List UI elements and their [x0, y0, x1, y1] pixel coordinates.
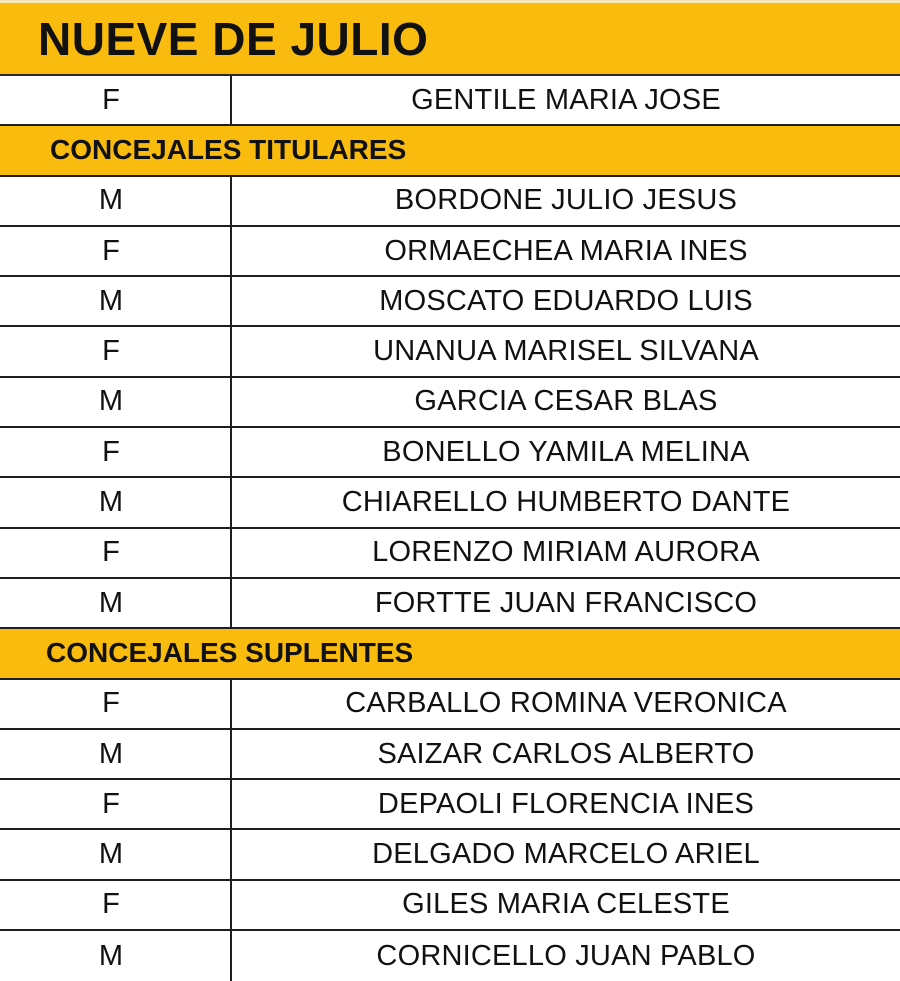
table-row — [0, 327, 900, 377]
gender-cell: F — [0, 881, 232, 929]
name-cell: BONELLO YAMILA MELINA — [382, 435, 750, 468]
table-row — [0, 579, 900, 629]
table-row — [0, 478, 900, 528]
name-cell: DELGADO MARCELO ARIEL — [372, 838, 760, 871]
name-cell: ORMAECHEA MARIA INES — [384, 234, 748, 267]
gender-cell: M — [0, 830, 232, 878]
table-row — [0, 780, 900, 830]
table-row — [0, 76, 900, 126]
table-row — [0, 177, 900, 227]
gender-cell: M — [0, 730, 232, 778]
gender-cell: F — [0, 327, 232, 375]
gender-cell: M — [0, 277, 232, 325]
name-cell: SAIZAR CARLOS ALBERTO — [377, 737, 755, 770]
section-title: CONCEJALES TITULARES — [50, 134, 407, 166]
table-row — [0, 931, 900, 981]
name-cell: CARBALLO ROMINA VERONICA — [345, 687, 787, 720]
table-row — [0, 428, 900, 478]
table-row — [0, 529, 900, 579]
gender-cell: F — [0, 76, 232, 124]
name-cell: GARCIA CESAR BLAS — [414, 385, 718, 418]
table-row — [0, 227, 900, 277]
gender-cell: F — [0, 428, 232, 476]
gender-cell: F — [0, 227, 232, 275]
gender-cell: M — [0, 378, 232, 426]
table-row — [0, 277, 900, 327]
section-header-suplentes — [0, 629, 900, 679]
gender-cell: F — [0, 529, 232, 577]
name-cell: DEPAOLI FLORENCIA INES — [377, 787, 755, 820]
gender-cell: M — [0, 931, 232, 981]
name-cell: GILES MARIA CELESTE — [402, 888, 730, 921]
name-cell: MOSCATO EDUARDO LUIS — [379, 284, 753, 317]
section-header-titulares — [0, 126, 900, 176]
table-row — [0, 378, 900, 428]
name-cell: GENTILE MARIA JOSE — [411, 83, 721, 116]
title-bar — [0, 0, 900, 76]
table-row — [0, 881, 900, 931]
table-row — [0, 730, 900, 780]
section-title: CONCEJALES SUPLENTES — [46, 637, 414, 669]
name-cell: CHIARELLO HUMBERTO DANTE — [341, 486, 791, 519]
name-cell: CORNICELLO JUAN PABLO — [376, 939, 756, 972]
gender-cell: M — [0, 478, 232, 526]
name-cell: BORDONE JULIO JESUS — [394, 184, 738, 217]
name-cell: UNANUA MARISEL SILVANA — [373, 335, 759, 368]
gender-cell: M — [0, 177, 232, 225]
page-title: NUEVE DE JULIO — [38, 12, 429, 65]
gender-cell: F — [0, 680, 232, 728]
table-row — [0, 680, 900, 730]
name-cell: FORTTE JUAN FRANCISCO — [374, 586, 758, 619]
name-cell: LORENZO MIRIAM AURORA — [372, 536, 760, 569]
gender-cell: F — [0, 780, 232, 828]
table-row — [0, 830, 900, 880]
gender-cell: M — [0, 579, 232, 627]
